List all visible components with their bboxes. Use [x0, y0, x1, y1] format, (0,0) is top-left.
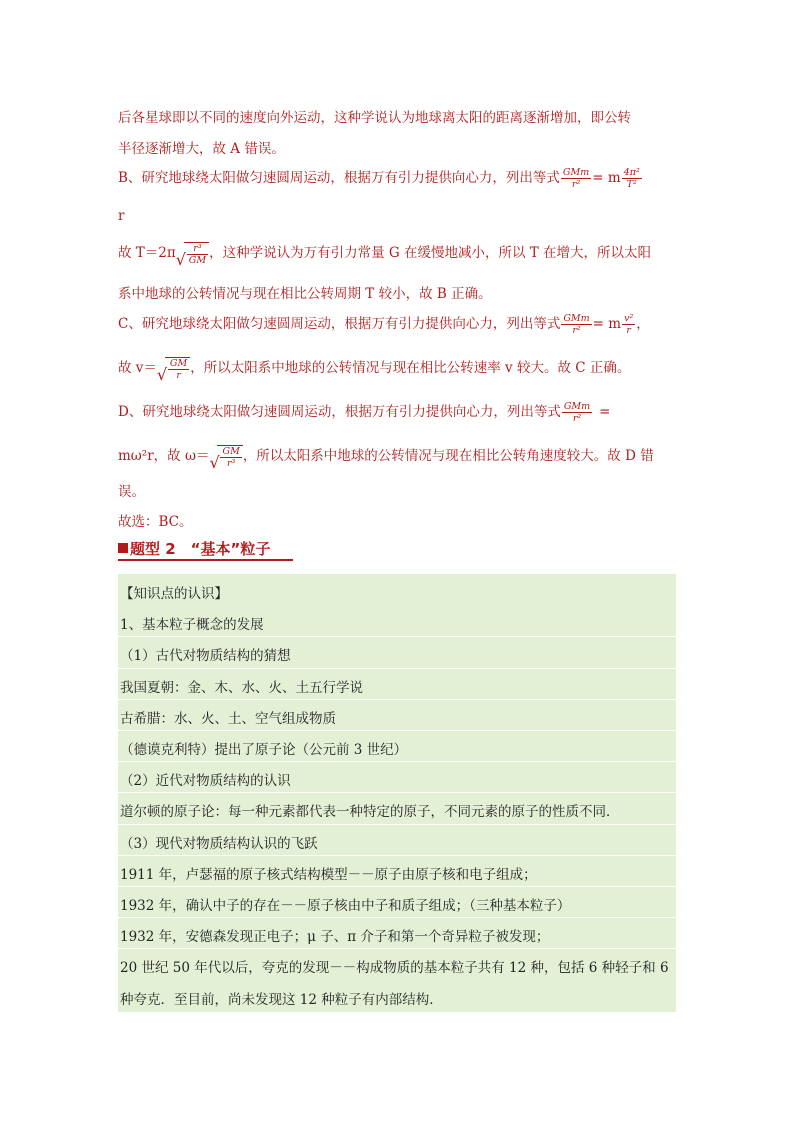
knowledge-row: 古希腊：水、火、土、空气组成物质	[120, 710, 336, 727]
gmm-fraction	[562, 401, 592, 424]
sqrt-gm-r: √ $\frac{GM}{r}$	[157, 357, 190, 381]
knowledge-row: 我国夏朝：金、木、水、火、土五行学说	[120, 679, 363, 696]
option-d-text: D、研究地球绕太阳做匀速圆周运动，根据万有引力提供向心力，列出等式	[118, 404, 561, 420]
row-divider	[118, 636, 676, 637]
knowledge-box	[118, 574, 676, 1012]
period-fraction	[622, 167, 642, 190]
row-divider	[118, 668, 676, 669]
fraction-denominator: r²	[572, 413, 582, 424]
sqrt-gm-r3: √ $\frac{GM}{\text{r³}}$	[209, 445, 242, 469]
knowledge-row: 1911 年，卢瑟福的原子核式结构模型－－原子由原子核和电子组成；	[120, 866, 537, 883]
option-d-conclusion: 误。	[118, 484, 145, 500]
option-b-conclusion: 系中地球的公转情况与现在相比公转周期 T 较小，故 B 正确。	[118, 286, 492, 302]
solution-line-2: 半径逐渐增大，故 A 错误。	[118, 141, 285, 157]
gmm-fraction	[561, 313, 591, 336]
fraction-numerator: GMm	[562, 167, 590, 178]
option-b-r: r	[118, 208, 125, 224]
comma: ，	[636, 316, 650, 332]
solution-line-1: 后各星球即以不同的速度向外运动，这种学说认为地球离太阳的距离逐渐增加，即公转	[118, 110, 631, 126]
period-formula-prefix: 故 T＝2π	[118, 245, 176, 261]
omega-formula-prefix: mω²r，故 ω＝	[118, 448, 210, 464]
row-divider	[118, 761, 676, 762]
fraction-numerator: GM	[222, 445, 240, 457]
knowledge-row: 20 世纪 50 年代以后，夸克的发现－－构成物质的基本粒子共有 12 种，包括 6 种轻子和 6	[120, 960, 669, 977]
fraction-denominator: r²	[572, 325, 581, 336]
fraction-denominator: T²	[626, 179, 637, 190]
velocity-fraction	[622, 313, 635, 336]
fraction-denominator: r³	[226, 457, 236, 469]
row-divider	[118, 855, 676, 856]
equals-m: = m	[592, 316, 622, 332]
section-heading	[118, 538, 270, 559]
knowledge-row: 【知识点的认识】	[120, 586, 228, 602]
fraction-denominator: r	[176, 369, 181, 381]
row-divider	[118, 948, 676, 949]
knowledge-row: （1）古代对物质结构的猜想	[120, 648, 291, 665]
fraction-denominator: GM	[188, 254, 207, 266]
heading-underline	[118, 559, 293, 561]
knowledge-row: 1、基本粒子概念的发展	[120, 617, 264, 634]
option-d-line	[118, 400, 610, 424]
velocity-explanation: ，所以太阳系中地球的公转情况与现在相比公转速率 v 较大。故 C 正确。	[190, 360, 631, 376]
knowledge-row: 1932 年，安德森发现正电子；μ 子、π 介子和第一个奇异粒子被发现；	[120, 929, 550, 946]
fraction-numerator: v²	[624, 313, 634, 324]
omega-explanation: ，所以太阳系中地球的公转情况与现在相比公转角速度较大。故 D 错	[242, 448, 654, 464]
equals-m: = m	[592, 170, 621, 186]
option-b-text: B、研究地球绕太阳做匀速圆周运动，根据万有引力提供向心力，列出等式	[118, 170, 560, 186]
fraction-denominator: r²	[571, 179, 581, 190]
option-c-text: C、研究地球绕太阳做匀速圆周运动，根据万有引力提供向心力，列出等式	[118, 316, 561, 332]
option-c-line	[118, 312, 650, 336]
row-divider	[118, 917, 676, 918]
answer-line: 故选：BC。	[118, 514, 193, 530]
option-b-period-line	[118, 241, 652, 269]
knowledge-row: （2）近代对物质结构的认识	[120, 773, 291, 790]
gmm-fraction	[561, 167, 591, 190]
fraction-numerator: GMm	[563, 313, 590, 324]
row-divider	[118, 699, 676, 700]
fraction-denominator: r	[626, 325, 631, 336]
fraction-numerator: r³	[187, 243, 208, 255]
row-divider	[118, 730, 676, 731]
fraction-numerator: 4π²	[623, 167, 640, 178]
fraction-numerator: GMm	[563, 401, 591, 412]
sqrt-r3-gm: √ $\frac{\text{r³}}{GM}$	[176, 242, 209, 266]
section-title: 题型 2 “基本”粒子	[130, 540, 271, 558]
option-c-velocity-line	[118, 356, 631, 384]
knowledge-row: （3）现代对物质结构认识的飞跃	[120, 835, 318, 852]
knowledge-row: 种夸克．至目前，尚未发现这 12 种粒子有内部结构．	[120, 991, 443, 1008]
row-divider	[118, 792, 676, 793]
period-explanation: ，这种学说认为万有引力常量 G 在缓慢地减小，所以 T 在增大，所以太阳	[209, 245, 652, 261]
velocity-formula-prefix: 故 v＝	[118, 360, 157, 376]
knowledge-row: 道尔顿的原子论：每一种元素都代表一种特定的原子，不同元素的原子的性质不同．	[120, 804, 620, 821]
row-divider	[118, 824, 676, 825]
row-divider	[118, 886, 676, 887]
square-bullet-icon	[118, 543, 128, 553]
knowledge-row: 1932 年，确认中子的存在－－原子核由中子和质子组成；（三种基本粒子）	[120, 898, 571, 914]
option-b-line	[118, 166, 643, 190]
equals-sign: =	[599, 404, 611, 420]
option-d-omega-line	[118, 444, 654, 472]
fraction-numerator: GM	[169, 357, 188, 369]
knowledge-row: （德谟克利特）提出了原子论（公元前 3 世纪）	[120, 742, 408, 758]
